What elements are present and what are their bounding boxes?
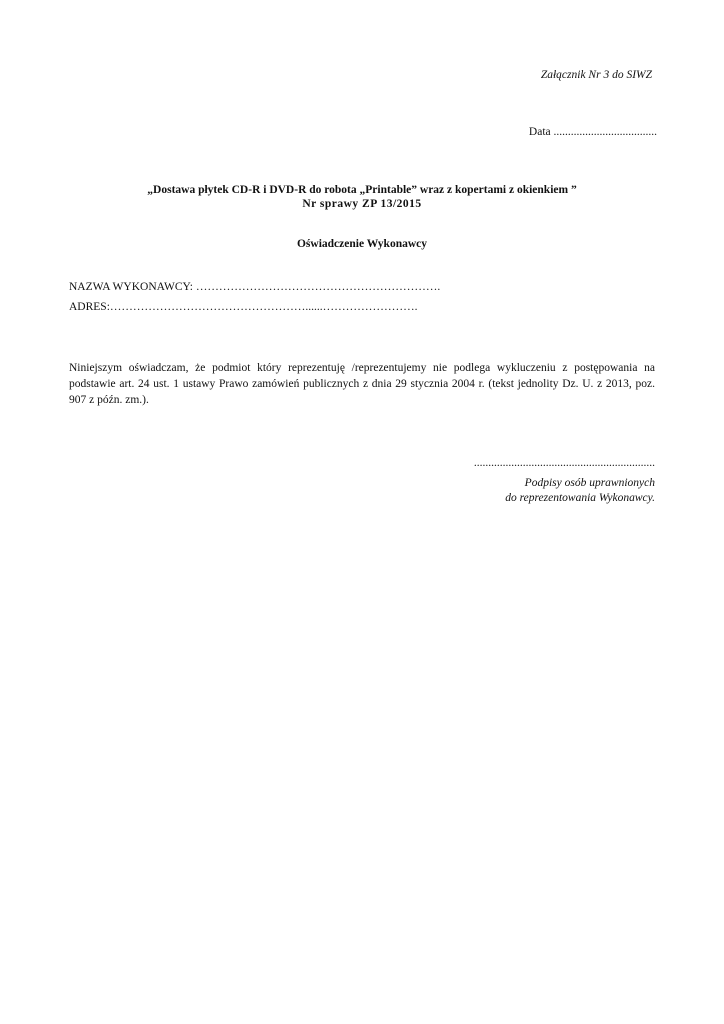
title-subject: „Dostawa płytek CD-R i DVD-R do robota „Printable” wraz z kopertami z okienkiem ” [147, 184, 577, 196]
signature-caption-line2: do reprezentowania Wykonawcy. [505, 492, 655, 504]
contractor-address-field: ADRES:……………………………………………......……………………. [69, 301, 418, 313]
document-title [69, 183, 655, 211]
date-field: Data .................................... [528, 126, 657, 138]
signature-caption [505, 476, 655, 506]
case-number: Nr sprawy ZP 13/2015 [302, 198, 422, 210]
signature-caption-line1: Podpisy osób uprawnionych [524, 477, 655, 489]
statement-paragraph: Niniejszym oświadczam, że podmiot który reprezentuję /reprezentujemy nie podlega wykluczeniu z postępowania na podstawie art. 24 ust. 1 ustawy Prawo zamówień publicznych z dnia 29 stycznia 2004 r. (tekst jednolity Dz. U. z 2013, poz. 907 z późn. zm.). [69, 362, 655, 406]
signature-line: ............................................................... [473, 457, 655, 469]
attachment-label: Załącznik Nr 3 do SIWZ [540, 69, 652, 81]
contractor-name-field: NAZWA WYKONAWCY: ………………………………………………………. [69, 281, 441, 293]
section-heading: Oświadczenie Wykonawcy [296, 238, 427, 250]
